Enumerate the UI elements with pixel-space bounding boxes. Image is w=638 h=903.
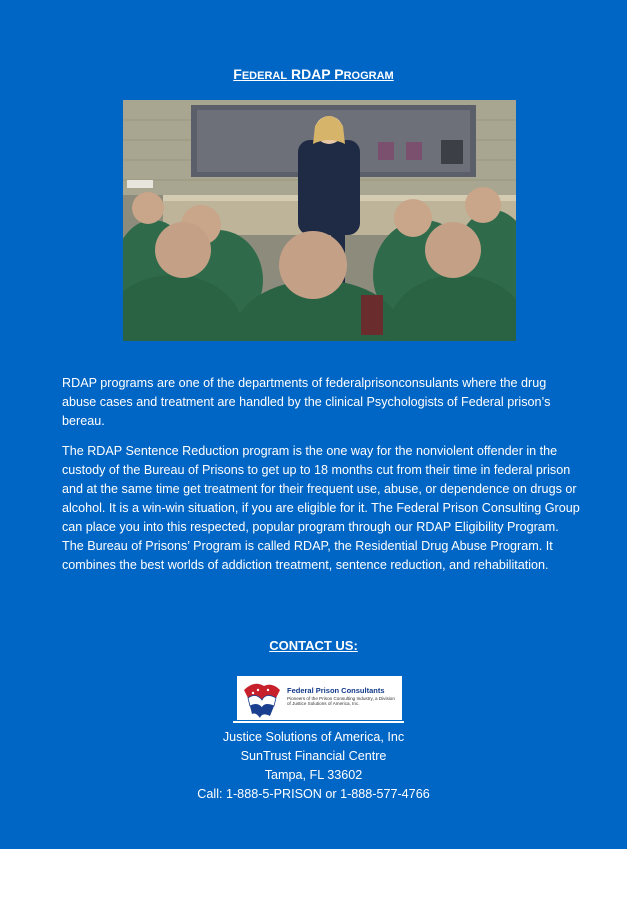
building-name: SunTrust Financial Centre	[240, 749, 387, 763]
city-line: Tampa, FL 33602	[264, 768, 363, 782]
contact-heading: CONTACT US:	[269, 638, 358, 653]
classroom-photo	[123, 100, 516, 341]
eagle-flag-icon	[240, 676, 284, 720]
title-part: RDAP	[287, 66, 335, 82]
logo-name: Federal Prison Consultants	[287, 686, 385, 695]
body-paragraph: The RDAP Sentence Reduction program is the one way for the nonviolent offender in the custody of the Bureau of Prisons to get up to 18 months cut from their time in federal prison and at the same time get treatment for their frequent use, abuse, or dependence on drugs or alcohol. It is a win-win situation, if you are eligible for it. The Federal Prison Consulting Group can place you into this respected, popular program through our RDAP Eligibility Program. The Bureau of Prisons’ Program is called RDAP, the Residential Drug Abuse Program. It combines the best worlds of addiction treatment, sentence reduction, and rehabilitation.	[62, 444, 580, 572]
page-title	[0, 66, 627, 84]
logo-tagline: Pioneers of the Prison Consulting Industry, a Division of Justice Solutions of America, Inc.	[287, 696, 395, 707]
intro-paragraph: RDAP programs are one of the departments of federalprisonconsulants where the drug abuse cases and treatment are handled by the clinical Psychologists of Federal prison’s bereau.	[62, 376, 551, 428]
phone-line: Call: 1-888-5-PRISON or 1-888-577-4766	[197, 787, 430, 801]
contact-address	[0, 728, 627, 804]
company-logo	[237, 676, 402, 720]
title-part: EDERAL	[241, 70, 288, 82]
title-part: ROGRAM	[343, 70, 394, 82]
title-part: F	[233, 66, 242, 82]
logo-divider	[233, 721, 404, 723]
company-name: Justice Solutions of America, Inc	[222, 730, 405, 744]
title-part: P	[334, 66, 344, 82]
